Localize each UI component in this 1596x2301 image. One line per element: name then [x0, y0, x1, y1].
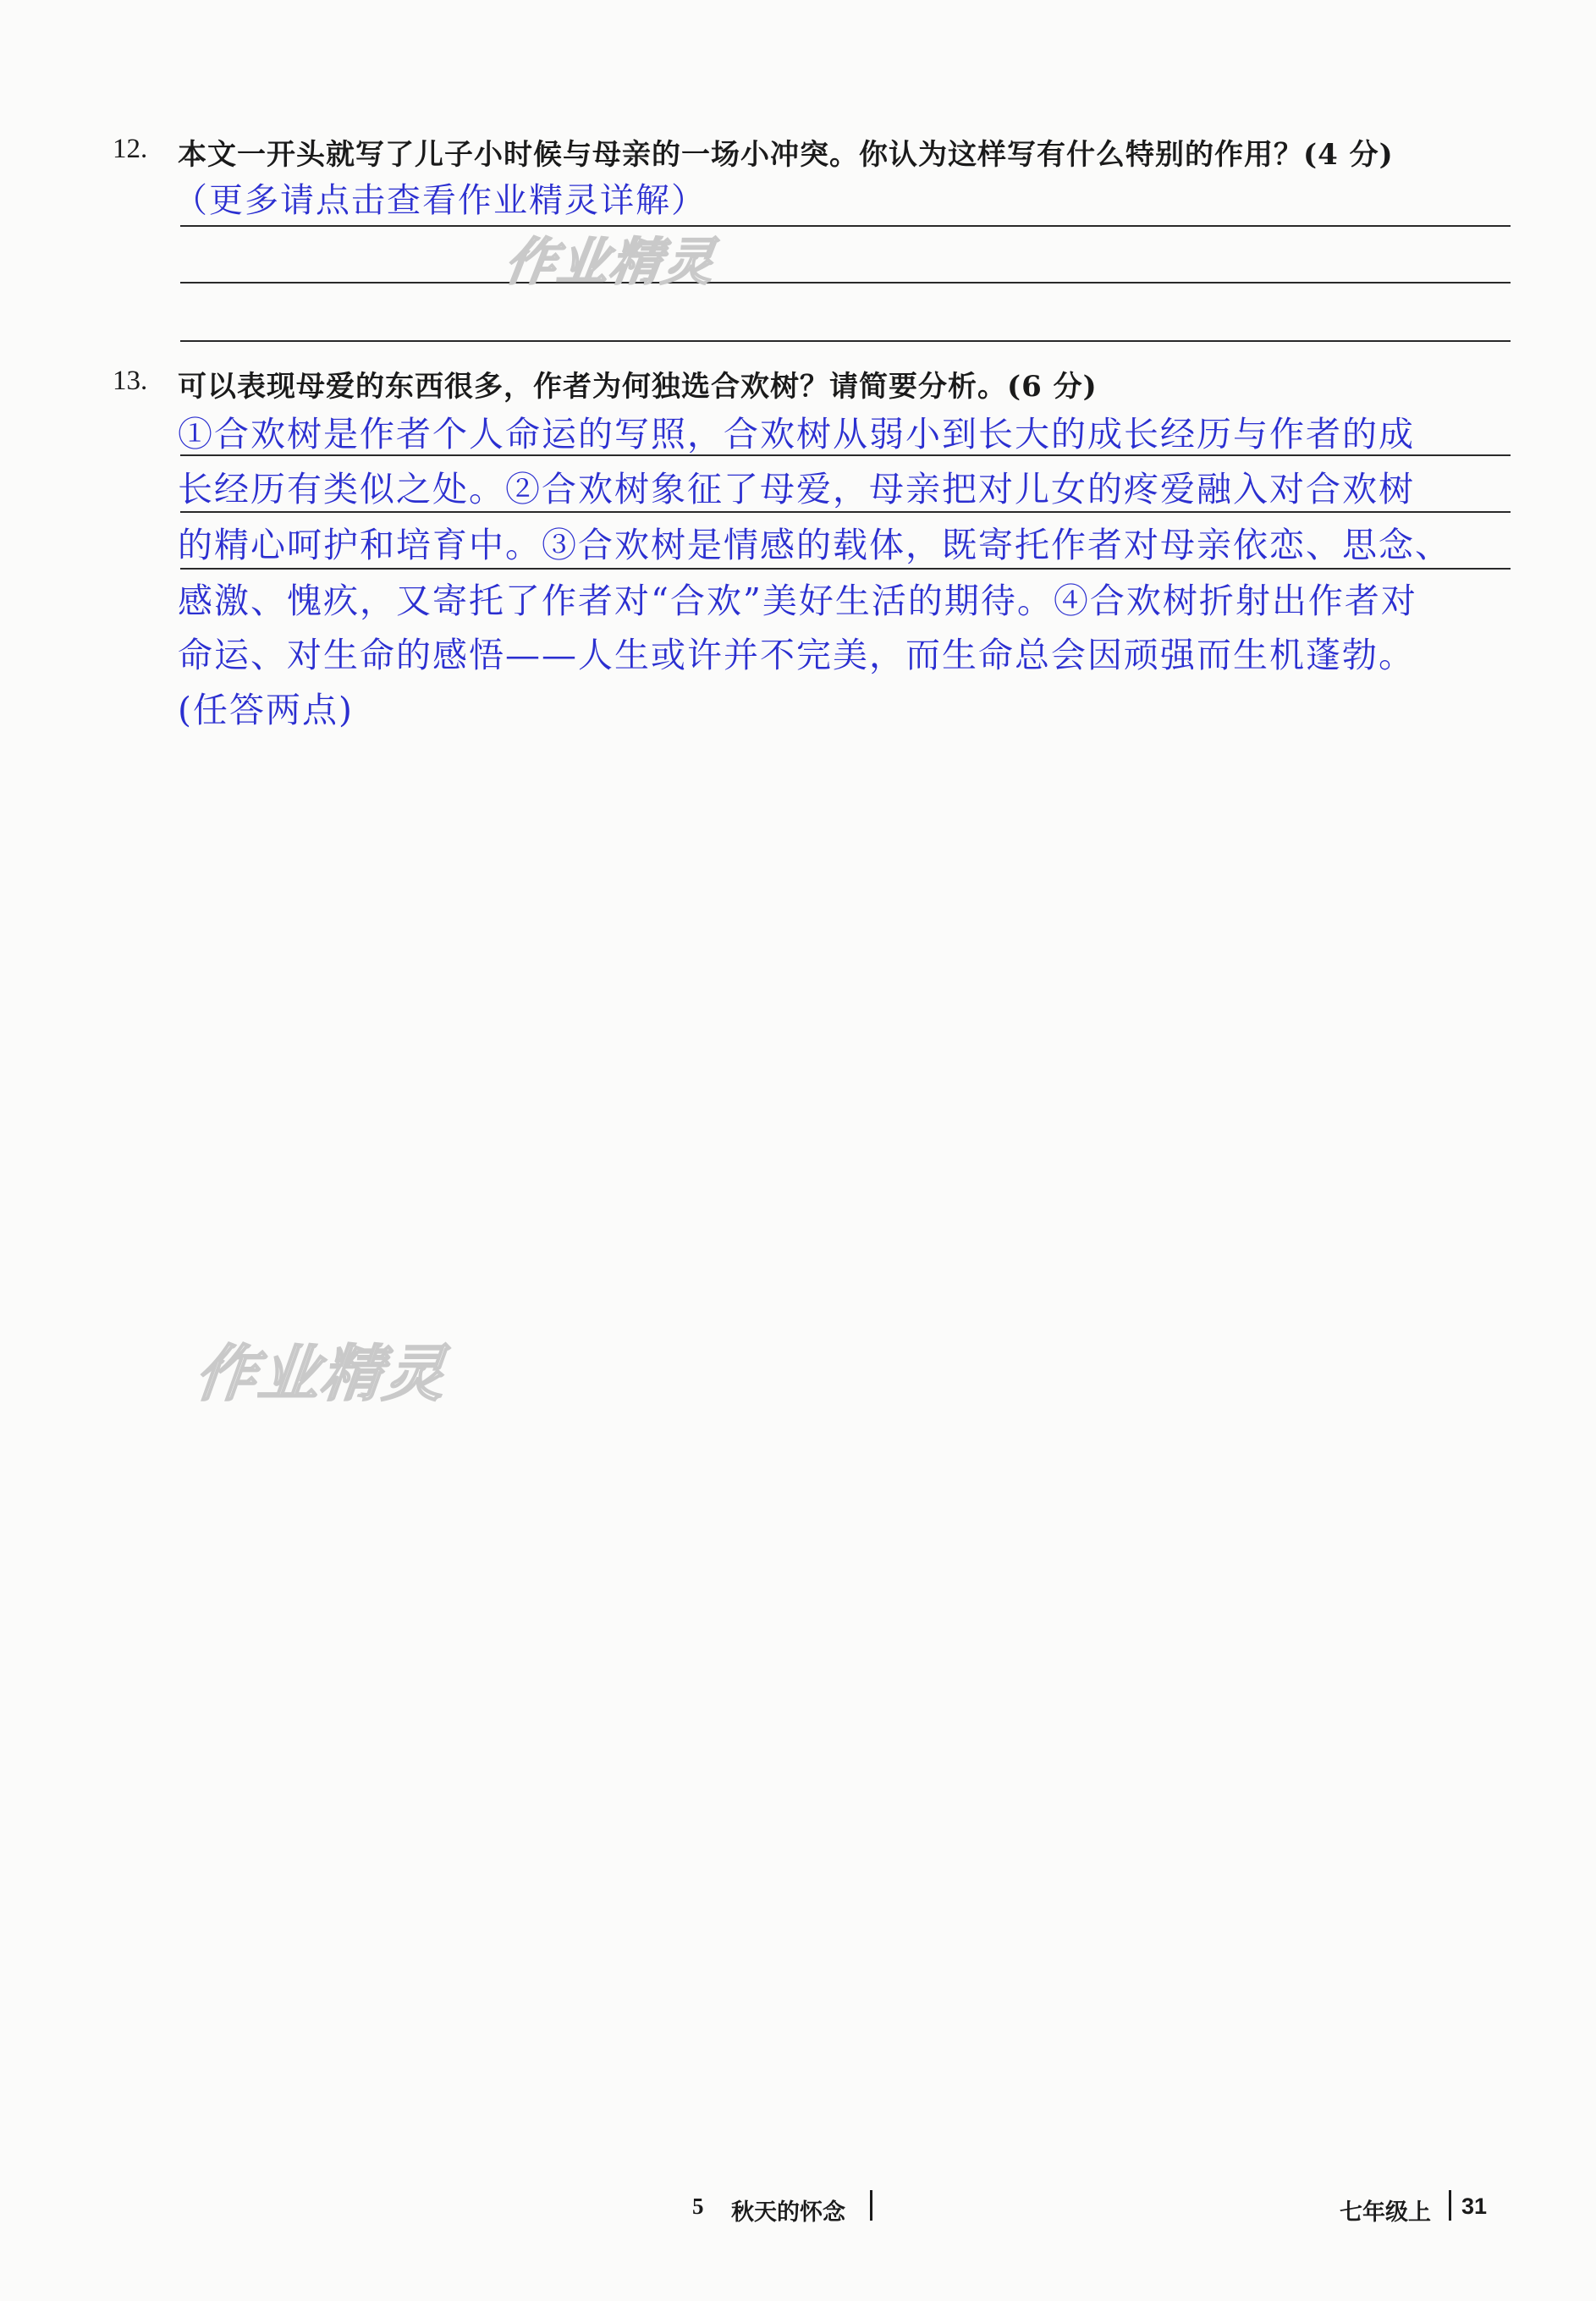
footer-divider	[1449, 2190, 1451, 2221]
question-13-answer-line: 长经历有类似之处。②合欢树象征了母爱，母亲把对儿女的疼爱融入对合欢树	[178, 469, 1415, 509]
footer-lesson-title: 秋天的怀念	[731, 2199, 845, 2226]
question-13-text: 可以表现母爱的东西很多，作者为何独选合欢树？请简要分析。(6 分)	[178, 370, 1098, 404]
watermark-logo: 作业精灵	[191, 1338, 450, 1409]
answer-line-1	[180, 225, 1511, 227]
answer-line-5	[180, 511, 1511, 513]
footer-lesson-number: 5	[692, 2194, 704, 2219]
footer-page-number: 31	[1461, 2194, 1488, 2219]
footer-divider	[870, 2190, 872, 2221]
answer-line-6	[180, 568, 1511, 570]
question-12-number: 12.	[113, 134, 148, 164]
question-13-answer-line: 的精心呵护和培育中。③合欢树是情感的载体，既寄托作者对母亲依恋、思念、	[178, 525, 1451, 565]
answer-line-2	[180, 282, 1511, 283]
question-13-answer-note: (任答两点)	[178, 690, 354, 730]
question-13-number: 13.	[113, 366, 148, 396]
answer-line-3	[180, 340, 1511, 342]
answer-line-4	[180, 454, 1511, 456]
question-13-answer-line: ①合欢树是作者个人命运的写照，合欢树从弱小到长大的成长经历与作者的成	[178, 414, 1415, 454]
question-13-answer-line: 感激、愧疚，又寄托了作者对“合欢”美好生活的期待。④合欢树折射出作者对	[178, 581, 1417, 621]
question-12-text: 本文一开头就写了儿子小时候与母亲的一场小冲突。你认为这样写有什么特别的作用？(4 分)	[178, 138, 1394, 172]
question-13-answer-line: 命运、对生命的感悟——人生或许并不完美，而生命总会因顽强而生机蓬勃。	[178, 635, 1415, 675]
footer-grade: 七年级上	[1340, 2199, 1431, 2226]
question-12-answer-link[interactable]: （更多请点击查看作业精灵详解）	[173, 181, 707, 220]
watermark-logo: 作业精灵	[501, 233, 720, 292]
